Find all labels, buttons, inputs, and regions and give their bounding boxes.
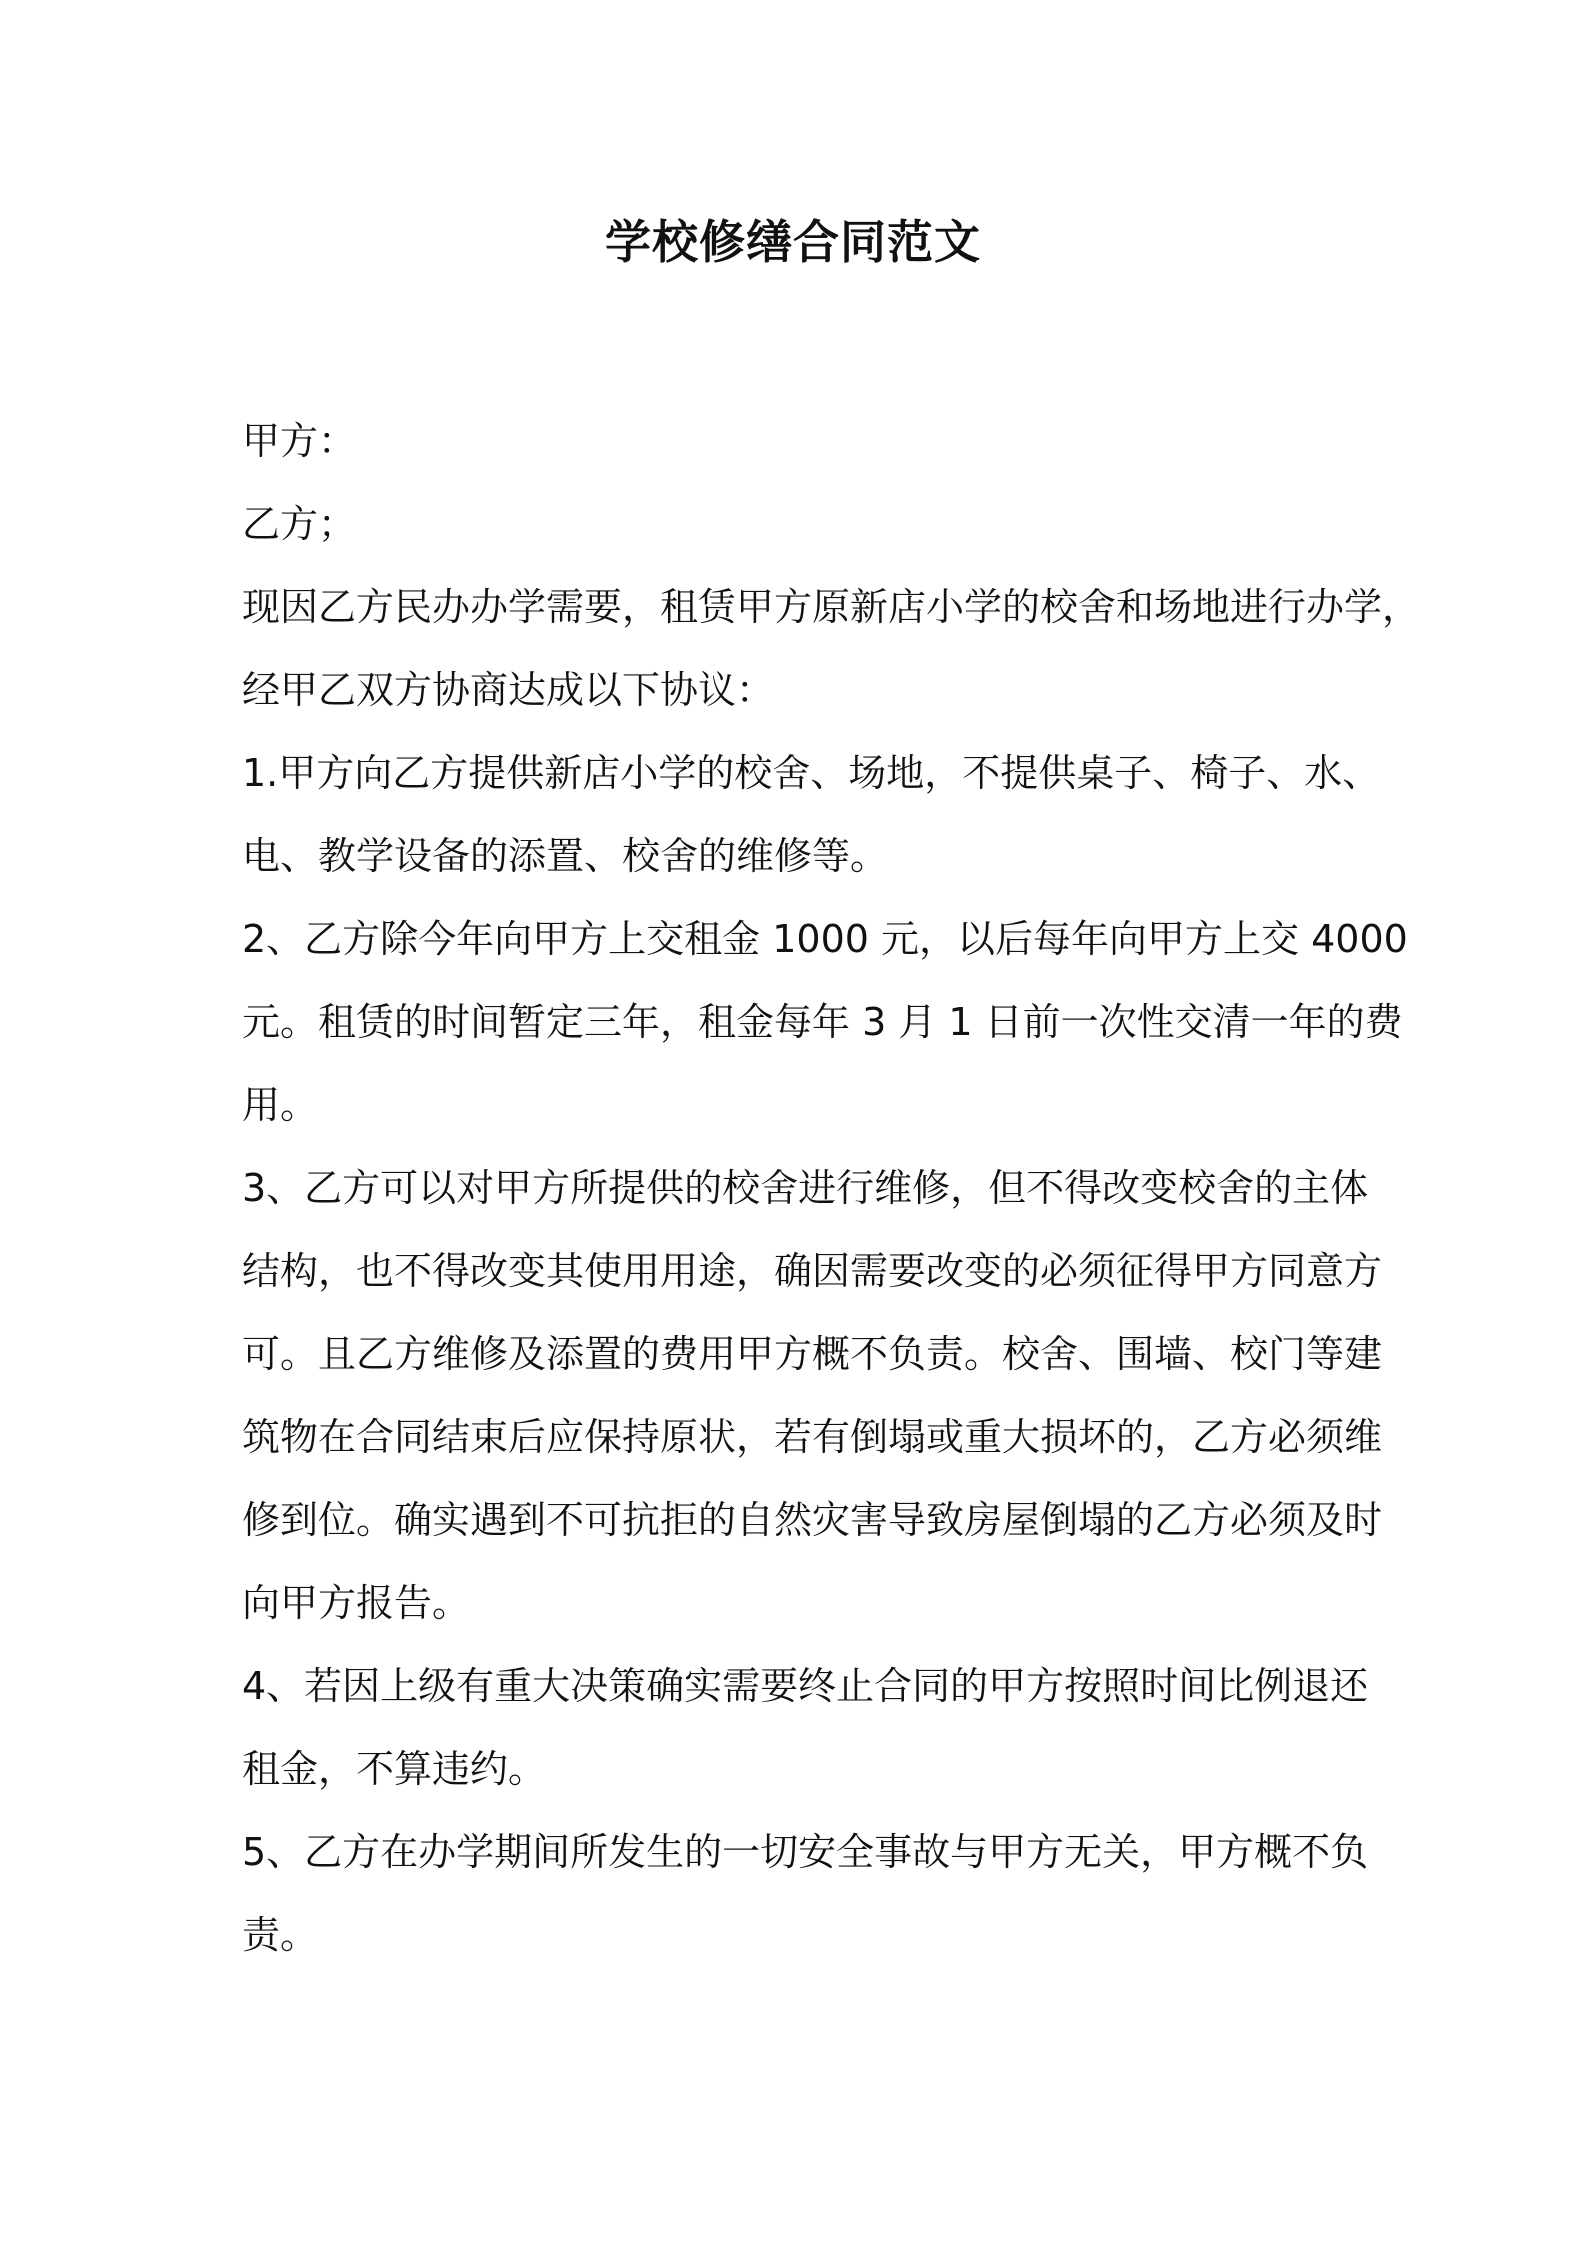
paragraph-line: 修到位。确实遇到不可抗拒的自然灾害导致房屋倒塌的乙方必须及时 bbox=[242, 1498, 1383, 1542]
paragraph-line: 电、教学设备的添置、校舍的维修等。 bbox=[242, 834, 889, 878]
document-body bbox=[242, 400, 1421, 1977]
paragraph-line: 经甲乙双方协商达成以下协议： bbox=[242, 668, 775, 712]
paragraph-line: 2、乙方除今年向甲方上交租金 1000 元，以后每年向甲方上交 4000 bbox=[242, 917, 1408, 961]
paragraph-line: 筑物在合同结束后应保持原状，若有倒塌或重大损坏的，乙方必须维 bbox=[242, 1415, 1383, 1459]
paragraph-line: 1.甲方向乙方提供新店小学的校舍、场地，不提供桌子、椅子、水、 bbox=[242, 751, 1381, 795]
paragraph-line: 可。且乙方维修及添置的费用甲方概不负责。校舍、围墙、校门等建 bbox=[242, 1332, 1383, 1376]
paragraph-line: 责。 bbox=[242, 1913, 319, 1957]
clause-4 bbox=[242, 1645, 1369, 1811]
paragraph-line: 5、乙方在办学期间所发生的一切安全事故与甲方无关，甲方概不负 bbox=[242, 1830, 1369, 1874]
paragraph-line: 4、若因上级有重大决策确实需要终止合同的甲方按照时间比例退还 bbox=[242, 1664, 1369, 1708]
clause-5 bbox=[242, 1811, 1369, 1977]
clause-2 bbox=[242, 898, 1408, 1147]
paragraph-line: 用。 bbox=[242, 1083, 319, 1127]
paragraph-line: 现因乙方民办办学需要，租赁甲方原新店小学的校舍和场地进行办学， bbox=[242, 585, 1421, 629]
paragraph-line: 元。租赁的时间暂定三年，租金每年 3 月 1 日前一次性交清一年的费 bbox=[242, 1000, 1403, 1044]
paragraph-line: 3、乙方可以对甲方所提供的校舍进行维修，但不得改变校舍的主体 bbox=[242, 1166, 1369, 1210]
paragraph-line: 向甲方报告。 bbox=[242, 1581, 471, 1625]
intro-paragraph bbox=[242, 566, 1421, 732]
party-a-label: 甲方： bbox=[242, 419, 357, 463]
clause-3 bbox=[242, 1147, 1383, 1645]
paragraph-line: 租金，不算违约。 bbox=[242, 1747, 547, 1791]
party-b-label: 乙方； bbox=[242, 502, 357, 546]
document-title: 学校修缮合同范文 bbox=[605, 215, 981, 269]
paragraph-line: 结构，也不得改变其使用用途，确因需要改变的必须征得甲方同意方 bbox=[242, 1249, 1383, 1293]
clause-1 bbox=[242, 732, 1381, 898]
